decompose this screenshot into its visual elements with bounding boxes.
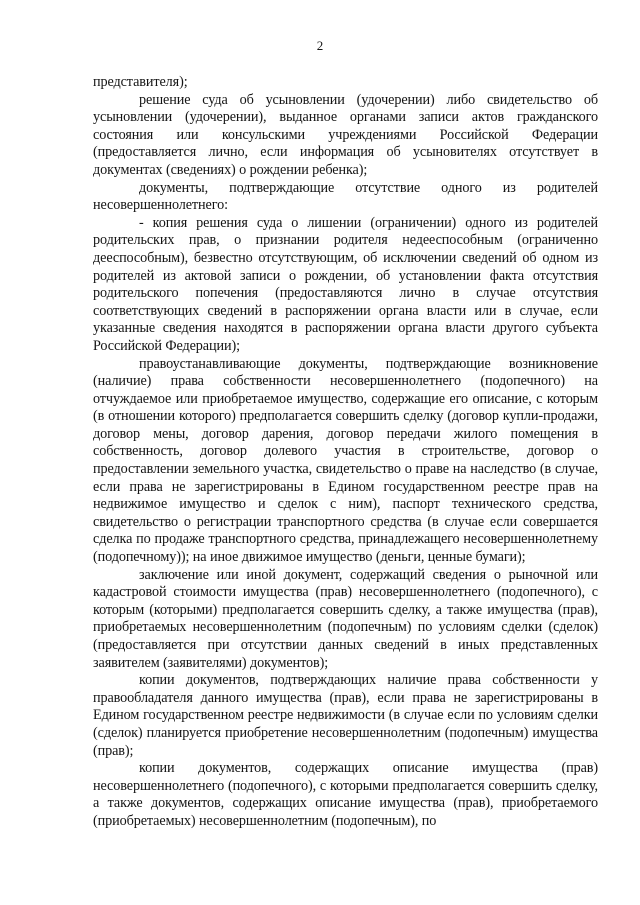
document-body: [93, 74, 598, 831]
paragraph-valuation-report: заключение или иной документ, содержащий сведения о рыночной или кадастровой стоимости имущества (прав) несовершеннолетнего (подопечного), с которым (которыми) предполагается совершить сделку, а также имущества (прав), приобретаемых несовершеннолетним (подопечным) по условиям сделки (сделок) (предоставляется при отсутствии данных сведений в иных представленных заявителем (заявителями) документов);: [93, 566, 598, 671]
paragraph-title-documents: правоустанавливающие документы, подтверждающие возникновение (наличие) права собственности несовершеннолетнего (подопечного) на отчуждаемое или приобретаемое имущество, содержащие его описание, с которым (в отношении которого) предполагается совершить сделку (договор купли-продажи, договор мены, договор дарения, договор передачи жилого помещения в собственность, договор долевого участия в строительстве, договор о предоставлении земельного участка, свидетельство о праве на наследство (в случае, если права не зарегистрированы в Едином государственном реестре прав на недвижимое имущество и сделок с ним), паспорт технического средства, свидетельство о регистрации транспортного средства (в случае если совершается сделка по продаже транспортного средства, принадлежащего несовершеннолетнему (подопечному)); на иное движимое имущество (деньги, ценные бумаги);: [93, 355, 598, 566]
paragraph-court-decision-copy: - копия решения суда о лишении (ограничении) одного из родителей родительских прав, о признании родителя недееспособным (ограниченно дееспособным), безвестно отсутствующим, об исключении сведений об одном из родителей из актовой записи о рождении, об установлении факта отсутствия родительского попечения (предоставляются лично в случае отсутствия соответствующих сведений в распоряжении органа власти или в случае, если указанные сведения находятся в распоряжении органа власти другого субъекта Российской Федерации);: [93, 214, 598, 354]
paragraph-ownership-copies: копии документов, подтверждающих наличие права собственности у правообладателя данного имущества (прав), если права не зарегистрированы в Едином государственном реестре недвижимости (в случае если по условиям сделки (сделок) планируется приобретение несовершеннолетним (подопечным) имущества (прав);: [93, 672, 598, 759]
paragraph-adoption-court-decision: решение суда об усыновлении (удочерении) либо свидетельство об усыновлении (удочерении), выданное органами записи актов гражданского состояния или консульскими учреждениями Российской Федерации (предоставляется лично, если информация об усыновителях отсутствует в документах (сведениях) о рождении ребенка);: [93, 91, 598, 178]
paragraph-absent-parent-documents: документы, подтверждающие отсутствие одного из родителей несовершеннолетнего:: [93, 179, 598, 214]
paragraph-representative-continuation: представителя);: [93, 74, 188, 90]
page-number: 2: [316, 38, 324, 53]
paragraph-property-description-copies: копии документов, содержащих описание имущества (прав) несовершеннолетнего (подопечного), с которыми предполагается совершить сделку, а также документов, содержащих описание имущества (прав), приобретаемого (приобретаемых) несовершеннолетним (подопечным), по: [93, 760, 598, 829]
